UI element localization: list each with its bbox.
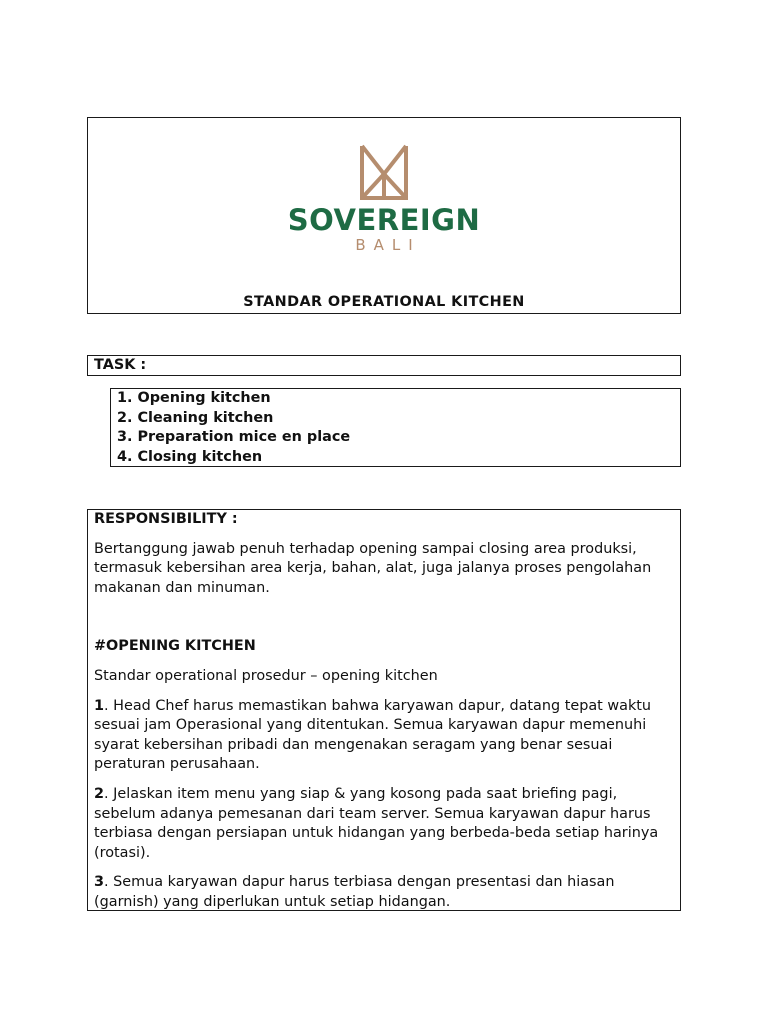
list-item: 1. Opening kitchen bbox=[117, 390, 271, 406]
logo bbox=[88, 144, 680, 200]
brand-name: SOVEREIGN bbox=[287, 203, 481, 237]
procedure-step bbox=[94, 697, 674, 775]
procedure-step bbox=[94, 785, 674, 863]
step-text: . Head Chef harus memastikan bahwa karyawan dapur, datang tepat waktu sesuai jam Operasional yang ditentukan. Semua karyawan dapur memenuhi syarat kebersihan pribadi dan mengenakan seragam yang benar sesuai peraturan perusahaan. bbox=[94, 697, 652, 773]
responsibility-label: RESPONSIBILITY : bbox=[94, 511, 238, 527]
responsibility-box bbox=[87, 509, 681, 911]
responsibility-description: Bertanggung jawab penuh terhadap opening sampai closing area produksi, termasuk kebersihan area kerja, bahan, alat, juga jalanya proses pengolahan makanan dan minuman. bbox=[94, 540, 652, 596]
section-subtitle: Standar operational prosedur – opening kitchen bbox=[94, 667, 438, 684]
step-number: 2 bbox=[94, 785, 105, 802]
brand-location: BALI bbox=[355, 236, 421, 254]
task-box bbox=[87, 355, 681, 376]
procedure-step bbox=[94, 873, 674, 911]
section-title: #OPENING KITCHEN bbox=[94, 638, 256, 655]
step-text: . Semua karyawan dapur harus terbiasa dengan presentasi dan hiasan (garnish) yang diperlukan untuk setiap hidangan. bbox=[94, 874, 615, 910]
list-item: 4. Closing kitchen bbox=[117, 448, 263, 465]
step-number: 3 bbox=[94, 874, 105, 891]
document-title: STANDAR OPERATIONAL KITCHEN bbox=[243, 294, 525, 310]
list-item: 3. Preparation mice en place bbox=[117, 429, 351, 446]
task-list bbox=[117, 389, 350, 467]
step-number: 1 bbox=[94, 697, 105, 714]
list-item: 2. Cleaning kitchen bbox=[117, 409, 274, 426]
crown-monogram-icon bbox=[358, 144, 410, 200]
task-list-box bbox=[110, 388, 681, 467]
step-text: . Jelaskan item menu yang siap & yang kosong pada saat briefing pagi, sebelum adanya pemesanan dari team server. Semua karyawan dapur harus terbiasa dengan persiapan untuk hidangan yang berbeda-beda setiap harinya (rotasi). bbox=[94, 785, 659, 861]
header-box bbox=[87, 117, 681, 314]
task-label: TASK : bbox=[94, 357, 147, 373]
